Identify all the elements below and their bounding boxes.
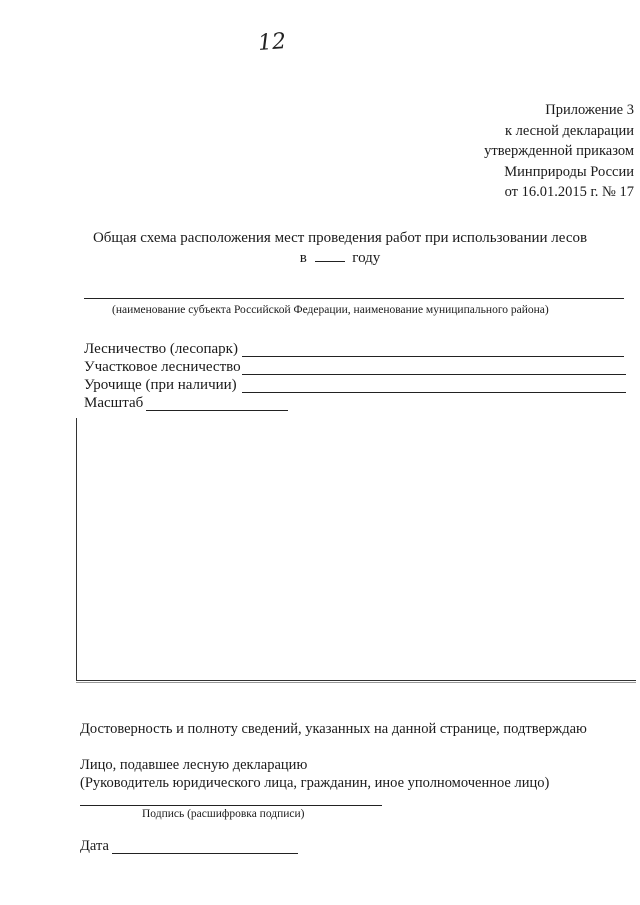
appendix-line: к лесной декларации [504, 122, 634, 139]
year-line [60, 250, 620, 267]
appendix-block [374, 100, 634, 203]
document-title: Общая схема расположения мест проведения работ при использовании лесов [92, 230, 588, 246]
scale-blank[interactable] [146, 410, 288, 411]
subject-caption: (наименование субъекта Российской Федерации, наименование муниципального района) [112, 304, 549, 316]
district-forestry-blank[interactable] [242, 374, 626, 375]
appendix-line: от 16.01.2015 г. № 17 [504, 184, 634, 200]
date-label: Дата [80, 838, 109, 854]
appendix-line: утвержденной приказом [484, 143, 634, 159]
year-suffix: году [352, 250, 381, 266]
year-blank[interactable] [315, 261, 345, 262]
subject-blank-line[interactable] [84, 298, 624, 299]
district-forestry-label: Участковое лесничество [84, 359, 241, 375]
tract-label: Урочище (при наличии) [84, 377, 237, 393]
forestry-label: Лесничество (лесопарк) [84, 341, 238, 357]
page-number: 12 [257, 29, 287, 56]
date-blank[interactable] [112, 853, 298, 854]
scheme-frame-left [76, 418, 77, 680]
forestry-blank[interactable] [242, 356, 624, 357]
declarant-line2: (Руководитель юридического лица, гражданин, иное уполномоченное лицо) [80, 775, 550, 791]
declarant-line1: Лицо, подавшее лесную декларацию [80, 757, 308, 773]
scheme-frame-bottom [76, 680, 636, 681]
appendix-line: Приложение 3 [545, 102, 634, 118]
signature-caption: Подпись (расшифровка подписи) [142, 808, 305, 820]
confirmation-text: Достоверность и полноту сведений, указанных на данной странице, подтверждаю [80, 721, 587, 737]
year-prefix: в [299, 250, 307, 266]
tract-blank[interactable] [242, 392, 626, 393]
appendix-line: Минприроды России [504, 163, 634, 180]
scheme-frame-bottom-shadow [76, 682, 636, 683]
signature-blank[interactable] [80, 805, 382, 806]
scale-label: Масштаб [84, 395, 144, 411]
